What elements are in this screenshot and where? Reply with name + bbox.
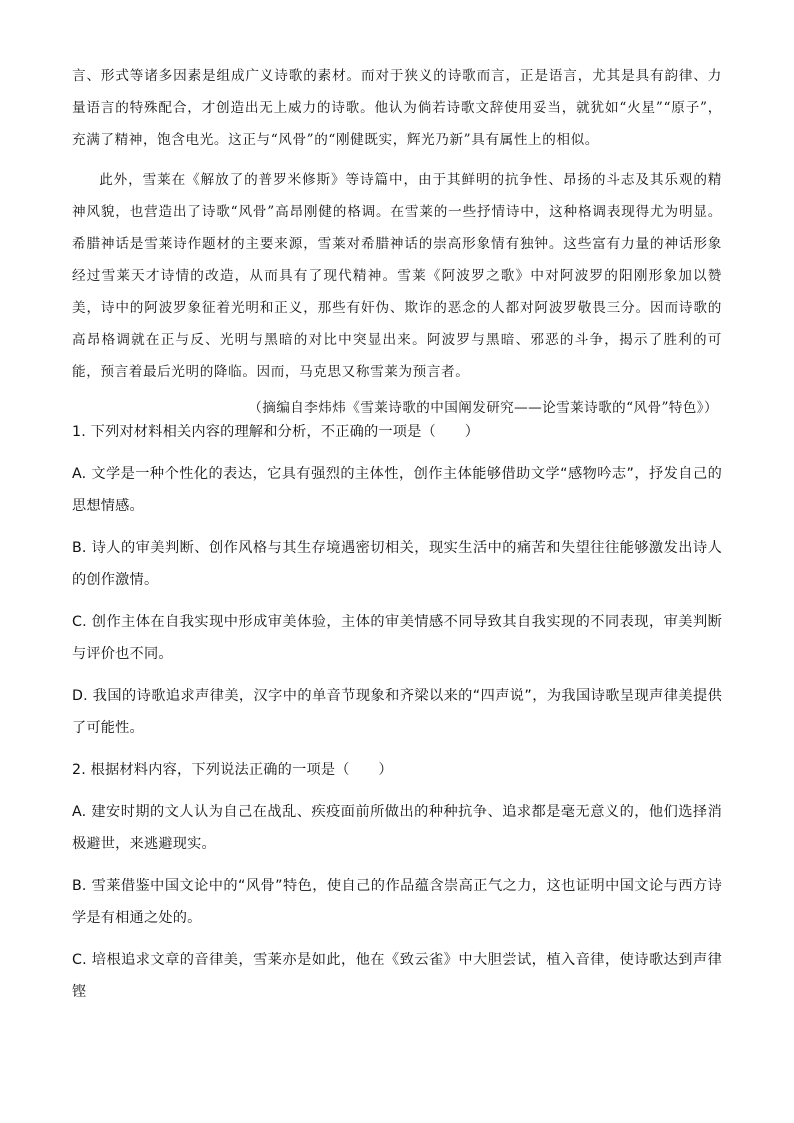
passage-source-citation: （摘编自李炜炜《雪莱诗歌的中国阐发研究——论雪莱诗歌的“风骨”特色》）	[248, 400, 718, 416]
passage-paragraph: 此外，雪莱在《解放了的普罗米修斯》等诗篇中，由于其鲜明的抗争性、昂扬的斗志及其乐观的精神风貌，也营造出了诗歌“风骨”高昂刚健的格调。在雪莱的一些抒情诗中，这种格调表现得尤为明显。希腊神话是雪莱诗作题材的主要来源，雪莱对希腊神话的崇高形象情有独钟。这些富有力量的神话形象经过雪莱天才诗情的改造，从而具有了现代精神。雪莱《阿波罗之歌》中对阿波罗的阳刚形象加以赞美，诗中的阿波罗象征着光明和正义，那些有奸伪、欺诈的恶念的人都对阿波罗敬畏三分。因而诗歌的高昂格调就在正与反、光明与黑暗的对比中突显出来。阿波罗与黑暗、邪恶的斗争，揭示了胜利的可能，预言着最后光明的降临。因而，马克思又称雪莱为预言者。	[72, 172, 722, 380]
question-section	[72, 416, 722, 1018]
option-b: B. 雪莱借鉴中国文论中的“风骨”特色，使自己的作品蕴含崇高正气之力，这也证明中国文论与西方诗学是有相通之处的。	[72, 878, 722, 926]
reading-passage	[72, 60, 722, 424]
option-c: C. 创作主体在自我实现中形成审美体验，主体的审美情感不同导致其自我实现的不同表现，审美判断与评价也不同。	[72, 614, 722, 662]
option-a: A. 文学是一种个性化的表达，它具有强烈的主体性，创作主体能够借助文学“感物吟志”，抒发自己的思想情感。	[72, 466, 722, 514]
question-1	[72, 416, 722, 744]
option-c: C. 培根追求文章的音律美，雪莱亦是如此，他在《致云雀》中大胆尝试，植入音律，使诗歌达到声律铿	[72, 952, 722, 1000]
question-2	[72, 754, 722, 1008]
question-stem: 2. 根据材料内容，下列说法正确的一项是（ ）	[72, 762, 393, 778]
option-b: B. 诗人的审美判断、创作风格与其生存境遇密切相关，现实生活中的痛苦和失望往往能够激发出诗人的创作激情。	[72, 540, 722, 588]
option-a: A. 建安时期的文人认为自己在战乱、疾疫面前所做出的种种抗争、追求都是毫无意义的，他们选择消极避世，来逃避现实。	[72, 804, 722, 852]
passage-paragraph: 言、形式等诸多因素是组成广义诗歌的素材。而对于狭义的诗歌而言，正是语言，尤其是具有韵律、力量语言的特殊配合，才创造出无上威力的诗歌。他认为倘若诗歌文辞使用妥当，就犹如“火星”“原子”，充满了精神，饱含电光。这正与“风骨”的“刚健既实，辉光乃新”具有属性上的相似。	[72, 68, 722, 148]
question-stem: 1. 下列对材料相关内容的理解和分析，不正确的一项是（ ）	[72, 424, 480, 440]
option-d: D. 我国的诗歌追求声律美，汉字中的单音节现象和齐梁以来的“四声说”，为我国诗歌呈现声律美提供了可能性。	[72, 688, 722, 736]
